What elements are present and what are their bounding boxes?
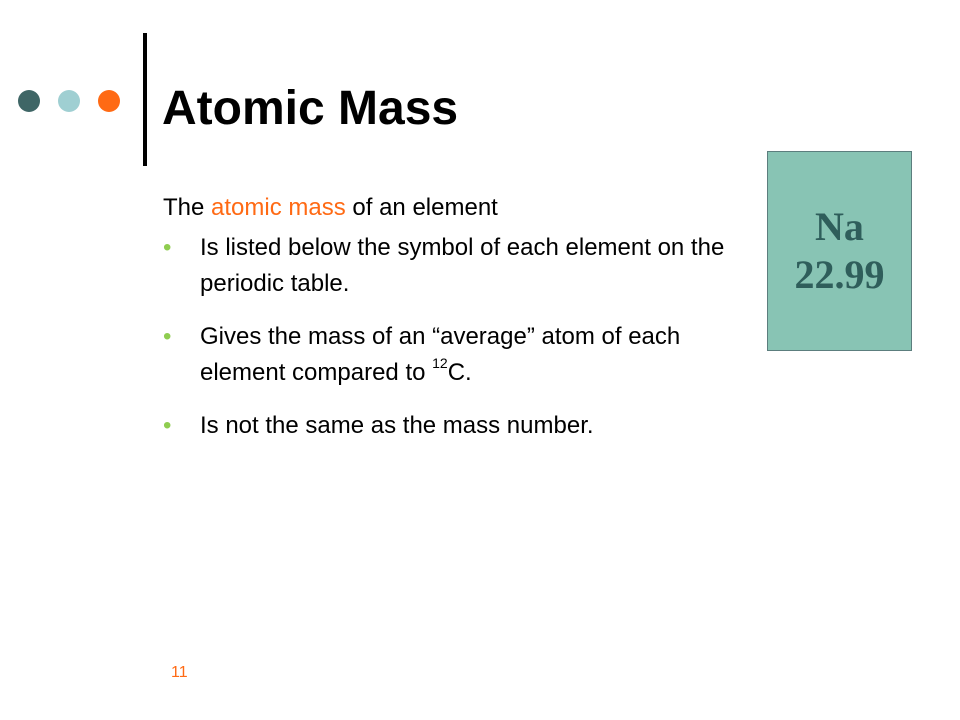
intro-text-after: of an element (345, 194, 498, 221)
decorative-dot-dark-teal (18, 90, 40, 112)
intro-highlight: atomic mass (211, 194, 346, 221)
bullet-list (163, 230, 763, 444)
bullet-icon: • (163, 234, 172, 261)
bullet-item (163, 230, 740, 302)
bullet-icon: • (163, 412, 172, 439)
page-number: 11 (171, 664, 188, 681)
bullet-text: Is listed below the symbol of each element on the periodic table. (200, 234, 725, 297)
bullet-item (163, 408, 740, 444)
intro-line (163, 190, 763, 230)
decorative-dot-orange (98, 90, 120, 112)
bullet-icon: • (163, 323, 172, 350)
intro-text-before: The (163, 194, 212, 221)
bullet-text: Gives the mass of an “average” atom of each element compared to (200, 323, 681, 386)
slide-body (163, 190, 763, 461)
decorative-dot-light-teal (58, 90, 80, 112)
slide-title: Atomic Mass (162, 82, 459, 135)
bullet-text-end: C. (447, 359, 472, 386)
isotope-superscript: 12 (432, 355, 448, 371)
title-divider-line (143, 33, 147, 166)
bullet-item (163, 319, 740, 391)
element-symbol: Na (815, 204, 864, 249)
bullet-text: Is not the same as the mass number. (200, 412, 594, 439)
element-card (767, 151, 912, 351)
element-atomic-mass: 22.99 (794, 252, 885, 297)
